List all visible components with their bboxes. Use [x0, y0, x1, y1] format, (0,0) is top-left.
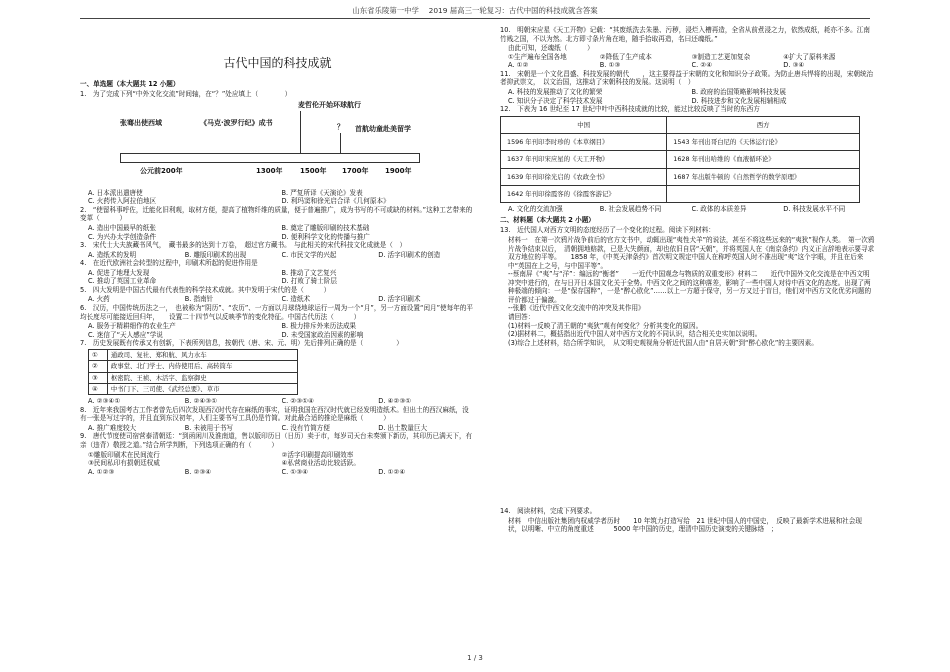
- option: C. 推动了英国工业革命: [88, 277, 157, 286]
- option: D. ④②③①: [378, 397, 412, 406]
- option: C. 知识分子决定了科学技术发展: [508, 96, 603, 105]
- table-cell: ②: [89, 361, 108, 372]
- q13-material-2: --蔡南屏《“夷”与“洋”：编远的“衡者” 一近代中国观念与物质的双重变形》材料二 近代中国外文化交流是在中西文明冲突中进行的，在与日开日本国文化关于全势。中西文化之间的这种落差，影响了一些中国人对待中西文化的态度。出现了两种极端的倾向：一是“保存国粹”，一是“醉心欧化”……以上一方超于保守，另一方又过于盲目，他们对中西方文化优劣问题的评价都过于偏激。: [508, 270, 872, 304]
- q7-options: [80, 397, 475, 406]
- table-cell: 中书门下、三司使、《武经总要》、草市: [107, 383, 297, 394]
- option: C. 为兴办太学创造条件: [88, 232, 157, 241]
- option: C. 市民文学的兴起: [281, 250, 337, 259]
- question-3: 3. 宋代士大夫族藏书风气， 藏书最多的达到十万卷， 超过官方藏书。 与此相关的宋代科技文化成就是（ ）: [80, 241, 407, 250]
- option: B. 推动了文艺复兴: [281, 268, 337, 277]
- table-cell: ③: [89, 372, 108, 383]
- q2-options: [80, 224, 475, 241]
- option: A. ①②③: [88, 467, 115, 476]
- question-5: 5. 四大发明是中国古代最有代表性的科学技术成就。其中发明于宋代的是（ ）: [80, 285, 331, 294]
- table-cell: 1642 年刊印徐霞客的《徐霞客游记》: [501, 185, 667, 202]
- option: A. 推广难度较大: [88, 423, 137, 432]
- q13-material-1: 材料一 在第一次鸦片战争前后的官方文书中，动辄出现“夷性犬羊”的说法，甚至不将这些远来的“夷狄”视作人类。 第一次鸦片战争结束以后， 清朝拥地赔款，已是大失颜面，却也依旧自居“天朝”，并将英国人在《南京条约》内义正言辞地表示要寻求双方地位的平等。 1858 年，《中英天津条约》首次明文规定中国人在称呼英国人时不准出现“夷”这个字眼，并且在后来中“英国在上之号，与中国平等”。: [508, 235, 875, 270]
- question-1: 1. 为了完成下列“中外文化交流”时间轴，在“？”处应填上（ ）: [80, 90, 292, 99]
- option: A. 文化的交流加强: [508, 205, 563, 214]
- table-row: [501, 151, 860, 168]
- option: A. 造纸术的发明: [88, 250, 137, 259]
- table-cell: 1637 年刊印宋应星的《天工开物》: [501, 151, 667, 168]
- timeline-marker: [340, 133, 341, 153]
- option: D. 出土数量巨大: [378, 423, 428, 432]
- table-row: [501, 133, 860, 150]
- statement: ④私营商业活动比较活跃。: [281, 459, 360, 468]
- table-cell: [667, 185, 860, 202]
- question-11: 11. 宋朝是一个文化昌盛、科技发展的朝代 ，这主要得益于宋朝的文化和知识分子政策。为防止唐兵悍将的出现，宋朝统治者抑武崇文， 以文治国，这推动了宋朝科技的发展。这说明（ ）: [500, 69, 874, 87]
- question-10-prompt: 由此可知，还魂纸（ ）: [508, 44, 594, 53]
- option: D. 未受国家政治因素的影响: [281, 330, 364, 339]
- timeline-tick: 公元前200年: [140, 166, 183, 175]
- q10-items: [500, 53, 875, 62]
- q3-options: [80, 251, 475, 260]
- option: D. 活字印刷术: [378, 295, 421, 304]
- table-row: [89, 349, 298, 360]
- option: C. 造纸术: [281, 295, 311, 304]
- section-1-heading: 一、单选题（本大题共 12 小题）: [80, 79, 180, 88]
- timeline-axis: [120, 153, 420, 163]
- timeline-event: 首航幼童赴美留学: [355, 124, 411, 133]
- question-14: 14. 阅读材料，完成下列要求。: [500, 507, 597, 516]
- timeline-event: 麦哲伦开始环球航行: [298, 100, 361, 109]
- table-row: [501, 168, 860, 185]
- table-cell: ①: [89, 349, 108, 360]
- table-header-row: [501, 116, 860, 133]
- table-cell: 1596 年刊印李时珍的《本草纲目》: [501, 133, 667, 150]
- statement: ④扩大了原料来源: [783, 52, 836, 61]
- header-rule: [80, 18, 870, 19]
- q13-sub-3: (3)综合上述材料，结合所学知识， 从文明史观视角分析近代国人由“自居天朝”到“醉心欧化”的主要因素。: [508, 338, 818, 347]
- answer-space: [500, 347, 875, 507]
- option: B. 雕版印刷术的出现: [184, 250, 247, 259]
- option: D. 科技进步和文化发展相辅相成: [691, 96, 787, 105]
- statement: ③民间私印有损朝廷权威: [88, 459, 160, 468]
- option: B. ②④③①: [184, 397, 218, 406]
- statement: ②活字印刷提高印刷效率: [281, 450, 354, 459]
- q5-options: [80, 295, 475, 304]
- page-header: 山东省乐陵第一中学 2019 届高三一轮复习：古代中国的科技成就含答案: [352, 6, 598, 15]
- doc-title: 古代中国的科技成就: [223, 56, 332, 70]
- q13-prompt: 请回答：: [508, 313, 535, 322]
- q6-options: [80, 322, 475, 339]
- left-column: [80, 26, 475, 476]
- option: B. 严复所译《天演论》发表: [281, 188, 363, 197]
- table-row: [89, 372, 298, 383]
- timeline-event: 《马克·波罗行纪》成书: [200, 118, 273, 127]
- option: B. ①③: [599, 61, 621, 70]
- option: D. 利玛窦和徐光启合译《几何原本》: [281, 197, 390, 206]
- q11-options: [500, 88, 875, 105]
- option: C. 政体的本质差异: [691, 205, 747, 214]
- q7-table: [88, 349, 298, 395]
- option: B. 社会发展趋势不同: [599, 205, 662, 214]
- question-12: 12. 下表为 16 世纪至 17 世纪中叶中西科技成就的比较，能过比较反映了当时的东西方: [500, 105, 760, 114]
- page-number: 1 / 3: [467, 654, 483, 662]
- timeline-event: ？: [337, 122, 344, 131]
- option: C. 迷信了“天人感应”学说: [88, 330, 163, 339]
- option: C. 火药传入阿拉伯地区: [88, 197, 157, 206]
- section-2-heading: 二、材料题（本大题共 2 小题）: [500, 215, 595, 224]
- option: A. 造出中国最早的纸张: [88, 223, 156, 232]
- option: A. 服务于精耕细作的农业生产: [88, 322, 176, 331]
- table-row: [89, 361, 298, 372]
- option: C. ②③①④: [281, 397, 314, 406]
- table-cell: 1628 年刊出哈维的《血液循环论》: [667, 151, 860, 168]
- option: B. 奠定了雕版印刷的技术基础: [281, 223, 370, 232]
- option: A. 日本派出遣唐使: [88, 188, 143, 197]
- option: D. ③④: [783, 61, 805, 70]
- option: B. 未被用于书写: [184, 423, 234, 432]
- timeline-marker: [300, 111, 301, 153]
- option: D. ①②④: [378, 467, 406, 476]
- question-9: 9. 唐代节度使司宿营泰清朝廷：“到函闲川及淮南道，售以版印历日（日历）卖于市，每岁司天台未奏颁下新历，其印历已满天下，有亲（违背）敬授之道。”结合所学判断，下列选项正确的有（ ）: [80, 432, 473, 449]
- question-7: 7. 历史发展既有传承又有创新，下表所列信息，按朝代（唐、宋、元、明）先后排列正确的是（ ）: [80, 339, 403, 348]
- option: D. 活字印刷术的创造: [378, 250, 441, 259]
- option: A. ①②: [508, 61, 529, 70]
- option: C. ①③④: [281, 467, 309, 476]
- q1-options: [80, 189, 475, 206]
- q12-table: [500, 116, 860, 204]
- option: B. 极力排斥外来历法成果: [281, 322, 357, 331]
- option: A. ②③④①: [88, 397, 121, 406]
- statement: ③制造工艺更加复杂: [691, 52, 751, 61]
- table-cell: 通政司、复社、郑和航、风力水车: [107, 349, 297, 360]
- option: D. 科技发展水平不同: [783, 205, 846, 214]
- question-2: 2. “使留科事呼佐，迁能化旧利观，取材方便，提高了植物纤维的质量，便于普遍推广，成为书写的不可或缺的材料。”这种工艺带来的变革（ ）: [80, 205, 473, 223]
- option: C. ②④: [691, 61, 713, 70]
- table-header: 西方: [667, 116, 860, 133]
- timeline-event: 张骞出使西域: [120, 118, 162, 127]
- question-13: 13. 近代国人对西方文明的态度经历了一个变化的过程。阅读下列材料：: [500, 226, 715, 235]
- option: D. 打败了骑士阶层: [281, 277, 337, 286]
- question-6: 6. 汉历，中国传统历法之一， 也被称为“阴历”、“农历”、一方面以月球绕地球运行一周为一个“月”，另一方面设置“闰月”使每年的平均长度尽可能接近回归年， 设置二十四节气以反映季节的变化特征。中国古代历法（ ）: [80, 304, 473, 321]
- table-cell: 政事堂、北门学士、内侍使用后、高转筒车: [107, 361, 297, 372]
- statement: ①生产遍布全国各地: [508, 52, 567, 61]
- q10-options: [500, 61, 875, 70]
- statement: ①雕版印刷术在民间流行: [88, 450, 160, 459]
- option: B. ②③④: [184, 467, 212, 476]
- q12-options: [500, 205, 875, 214]
- table-cell: 1687 年出版牛顿的《自然哲学的数学原理》: [667, 168, 860, 185]
- table-cell: 枢密院、王祯、木活字、监察御史: [107, 372, 297, 383]
- q13-source: --张鹏《近代中西文化交流中的冲突及其作用》: [508, 304, 645, 313]
- question-8: 8. 近年来我国考古工作者曾先后四次发现西汉时代存在麻纸的事实，证明我国在西汉时代就已经发明造纸术。但出土的西汉麻纸，没有一张是写过字的，并且直到东汉初年，人们主要书写工具仍是竹简。对此最合适的推论是麻纸（ ）: [80, 405, 469, 423]
- timeline-tick: 1300年: [256, 166, 283, 175]
- table-row: [501, 185, 860, 202]
- table-cell: 1639 年刊印徐光启的《农政全书》: [501, 168, 667, 185]
- option: A. 促进了地理大发现: [88, 268, 150, 277]
- option: A. 火药: [88, 295, 110, 304]
- statement: ②降低了生产成本: [599, 52, 652, 61]
- q4-options: [80, 269, 475, 286]
- option: A. 科技的发展推动了文化的繁荣: [508, 87, 603, 96]
- timeline-tick: 1500年: [300, 166, 327, 175]
- q13-sub-2: (2)据材料二，概括指出近代中国人对中西方文化的不同认识，结合相关史实加以说明。: [508, 330, 762, 339]
- option: B. 政府的治国策略影响科技发展: [691, 87, 786, 96]
- timeline-tick: 1900年: [385, 166, 412, 175]
- option: C. 没有竹简方便: [281, 423, 330, 432]
- table-row: [89, 383, 298, 394]
- q9-options: [80, 468, 475, 477]
- timeline-figure: [80, 101, 475, 185]
- table-header: 中国: [501, 116, 667, 133]
- right-column: [500, 26, 875, 534]
- option: B. 指南针: [184, 295, 214, 304]
- question-10: 10. 明朝宋应星《天工开物》记载：“其废纸洗去朱墨、污秽，浸烂入槽再造，全省从前煮浸之力，依然成纸，耗亦不多。江南竹贱之国，不以为然。北方即寸条片角在地，随手拾取再造，名曰还魂纸。”: [500, 26, 870, 43]
- timeline-tick: 1700年: [342, 166, 369, 175]
- q9-items: [80, 451, 475, 468]
- q13-sub-1: (1)材料一反映了清王朝的“夷狄”观有何变化？分析其变化的原因。: [508, 321, 703, 330]
- table-cell: 1543 年刊出哥白尼的《天体运行论》: [667, 133, 860, 150]
- option: D. 便利科学文化的传播与推广: [281, 232, 370, 241]
- q14-material: 材料 中信出版社集团内权威学者历时 10 年筑力打造写给 21 世纪中国人的中国史， 反映了最新学术进展和社会现状，以明晰、中立的角度重述 5000 年中国的历史，理清中国历史演变的关键脉络 ；: [508, 516, 862, 534]
- question-4: 4. 在近代欧洲社会转型的过程中，印刷术所起的促进作用是: [80, 259, 258, 268]
- table-cell: ④: [89, 383, 108, 394]
